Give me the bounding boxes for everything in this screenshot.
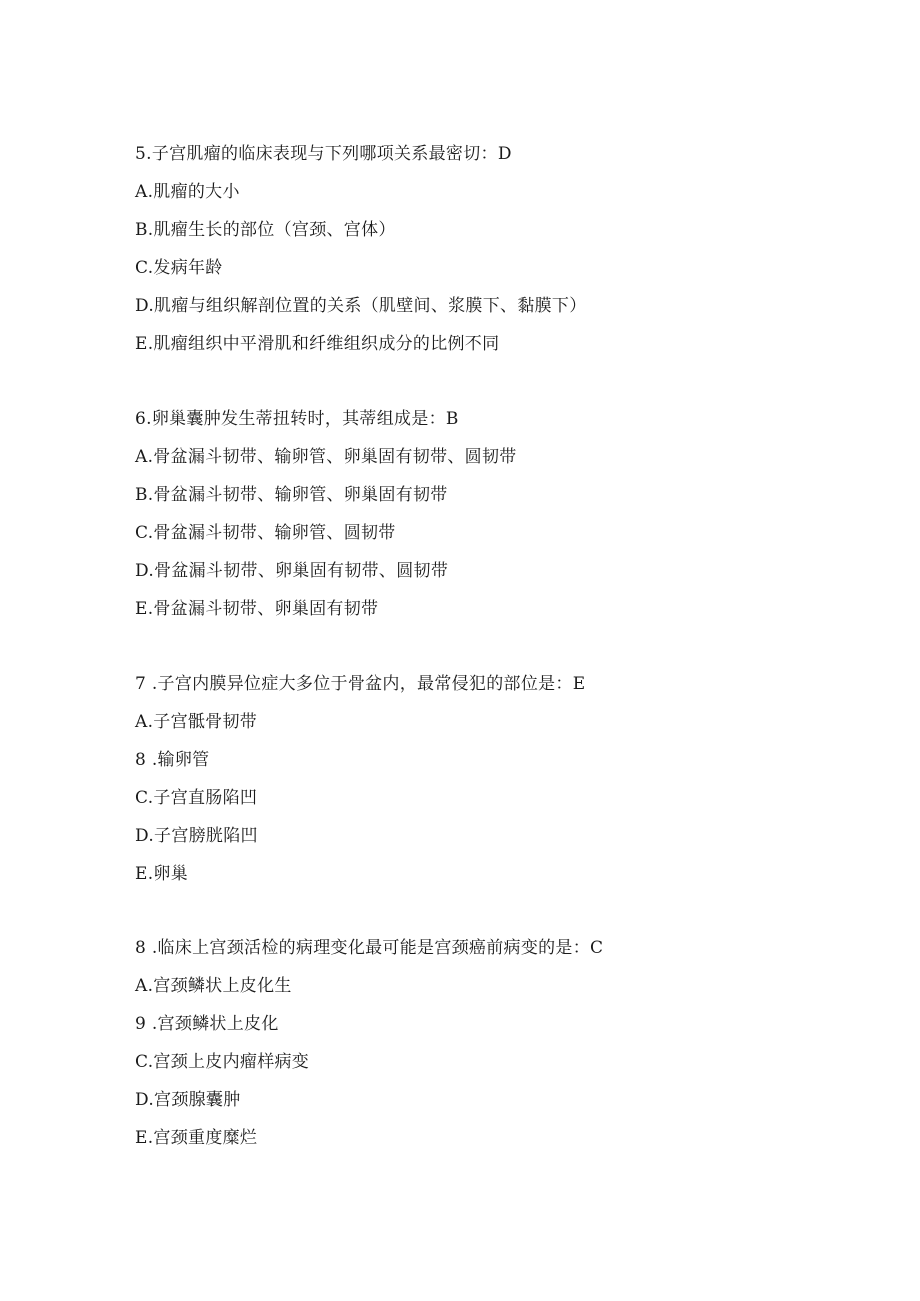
question-6-option-d: D.骨盆漏斗韧带、卵巢固有韧带、圆韧带 — [135, 561, 449, 581]
question-5-option-a: A.肌瘤的大小 — [135, 182, 240, 202]
question-5-option-d: D.肌瘤与组织解剖位置的关系（肌壁间、浆膜下、黏膜下） — [135, 296, 587, 316]
question-8-option-c: C.宫颈上皮内瘤样病变 — [135, 1052, 310, 1072]
question-8-option-e: E.宫颈重度糜烂 — [135, 1128, 258, 1148]
question-6-option-b: B.骨盆漏斗韧带、输卵管、卵巢固有韧带 — [135, 485, 448, 505]
question-7-stem: 7 .子宫内膜异位症大多位于骨盆内，最常侵犯的部位是：E — [135, 674, 586, 694]
question-7-option-a: A.子宫骶骨韧带 — [135, 712, 258, 732]
question-7-option-c: C.子宫直肠陷凹 — [135, 788, 258, 808]
question-8-option-d: D.宫颈腺囊肿 — [135, 1090, 241, 1110]
question-8-option-b: 9 .宫颈鳞状上皮化 — [135, 1014, 279, 1034]
question-5-option-e: E.肌瘤组织中平滑肌和纤维组织成分的比例不同 — [135, 334, 500, 354]
question-6-option-e: E.骨盆漏斗韧带、卵巢固有韧带 — [135, 599, 379, 619]
question-8-option-a: A.宫颈鳞状上皮化生 — [135, 976, 292, 996]
question-8-stem: 8 .临床上宫颈活检的病理变化最可能是宫颈癌前病变的是：C — [135, 938, 604, 958]
question-6-option-c: C.骨盆漏斗韧带、输卵管、圆韧带 — [135, 523, 396, 543]
question-7-option-d: D.子宫膀胱陷凹 — [135, 826, 258, 846]
question-7-option-e: E.卵巢 — [135, 864, 189, 884]
question-6-option-a: A.骨盆漏斗韧带、输卵管、卵巢固有韧带、圆韧带 — [135, 447, 517, 467]
question-5-option-b: B.肌瘤生长的部位（宫颈、宫体） — [135, 220, 396, 240]
question-5-option-c: C.发病年龄 — [135, 258, 223, 278]
question-7-option-b: 8 .输卵管 — [135, 750, 210, 770]
question-5-stem: 5.子宫肌瘤的临床表现与下列哪项关系最密切：D — [135, 144, 512, 164]
question-6-stem: 6.卵巢囊肿发生蒂扭转时，其蒂组成是：B — [135, 409, 459, 429]
